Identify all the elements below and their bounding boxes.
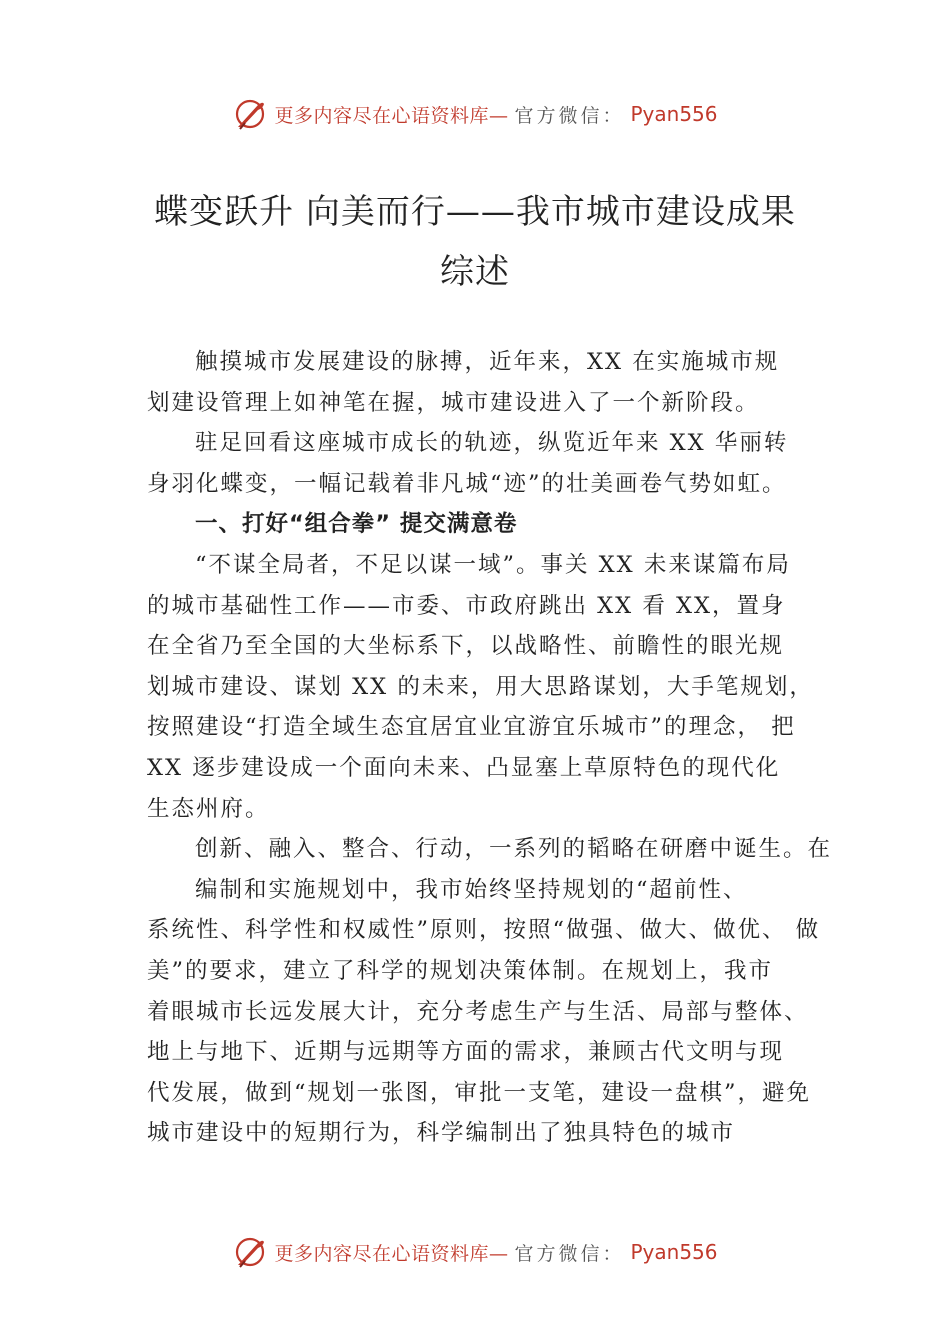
body-line: 美”的要求，建立了科学的规划决策体制。在规划上，我市 [147,957,774,984]
body-line: 编制和实施规划中，我市始终坚持规划的“超前性、 [195,876,748,903]
title-line: 蝶变跃升 向美而行——我市城市建设成果 [154,192,796,232]
body-line: “不谋全局者，不足以谋一域”。事关 XX 未来谋篇布局 [195,551,791,578]
body-line: XX 逐步建设成一个面向未来、凸显塞上草原特色的现代化 [147,754,781,781]
watermark-library-text: 更多内容尽在心语资料库— [274,104,509,127]
body-line: 划城市建设、谋划 XX 的未来，用大思路谋划，大手笔规划， [147,673,814,700]
body-line: 创新、融入、整合、行动，一系列的韬略在研磨中诞生。在 [195,836,833,863]
body-line: 地上与地下、近期与远期等方面的需求，兼顾古代文明与现 [147,1039,785,1066]
section-heading: 一、打好“组合拳” 提交满意卷 [195,511,518,538]
title-line: 综述 [440,252,510,292]
body-line: 在全省乃至全国的大坐标系下，以战略性、前瞻性的眼光规 [147,633,785,660]
watermark-wechat-label: 官方微信： [514,1242,625,1265]
watermark-banner-top [0,94,950,134]
document-body [147,342,833,1154]
watermark-library-text: 更多内容尽在心语资料库— [274,1242,509,1265]
body-line: 划建设管理上如神笔在握，城市建设进入了一个新阶段。 [147,389,760,416]
watermark-banner-bottom [0,1232,950,1272]
quill-pen-seal-icon [232,96,268,132]
body-line: 生态州府。 [147,795,270,822]
body-line: 按照建设“打造全域生态宜居宜业宜游宜乐城市”的理念， 把 [147,714,796,741]
watermark-wechat-label: 官方微信： [514,104,625,127]
body-line: 系统性、科学性和权威性”原则，按照“做强、做大、做优、 做 [147,917,821,944]
watermark-wechat-id: Pyan556 [630,102,718,126]
body-line: 着眼城市长远发展大计，充分考虑生产与生活、局部与整体、 [147,998,809,1025]
body-line: 身羽化蝶变，一幅记载着非凡城“迹”的壮美画卷气势如虹。 [147,470,787,497]
body-line: 城市建设中的短期行为，科学编制出了独具特色的城市 [147,1120,736,1147]
body-line: 驻足回看这座城市成长的轨迹，纵览近年来 XX 华丽转 [195,430,789,457]
quill-pen-seal-icon [232,1234,268,1270]
body-line: 的城市基础性工作——市委、市政府跳出 XX 看 XX，置身 [147,592,786,619]
body-line: 代发展，做到“规划一张图，审批一支笔，建设一盘棋”，避免 [147,1079,812,1106]
watermark-wechat-id: Pyan556 [630,1240,718,1264]
body-line: 触摸城市发展建设的脉搏，近年来，XX 在实施城市规 [195,349,780,375]
document-title [100,182,850,302]
